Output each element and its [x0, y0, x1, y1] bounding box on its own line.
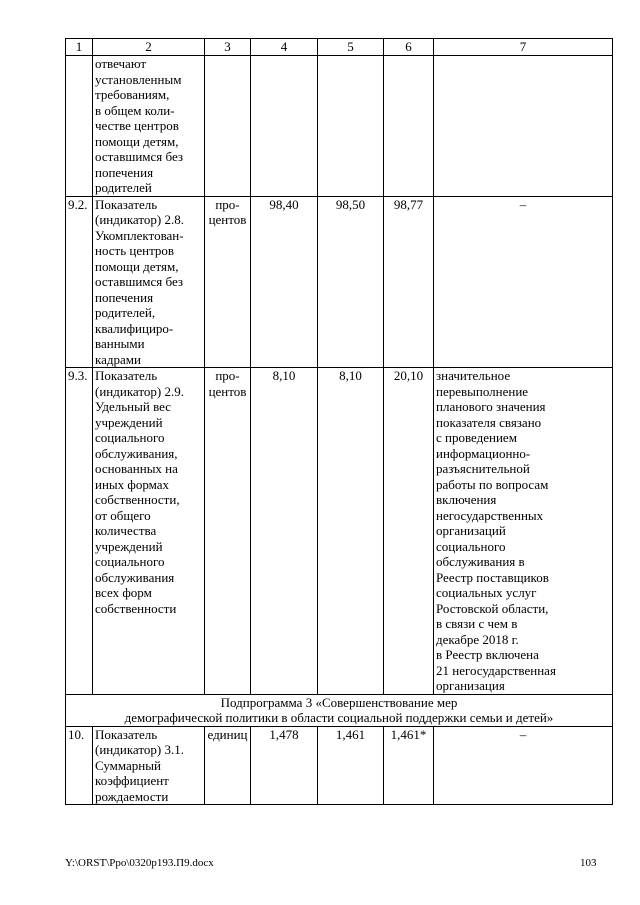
- file-path: Y:\ORST\Ppo\0320p193.П9.docx: [65, 857, 214, 869]
- section-row: [66, 694, 613, 726]
- note-cell: [434, 56, 613, 197]
- row-number: 10.: [66, 726, 93, 805]
- continuation-row: [66, 56, 613, 197]
- value-cell: 1,478: [251, 726, 318, 805]
- unit-cell: [205, 56, 251, 197]
- row-number: [66, 56, 93, 197]
- value-cell: 1,461: [318, 726, 384, 805]
- value-cell: 98,50: [318, 196, 384, 368]
- note-cell: –: [434, 726, 613, 805]
- value-cell: 8,10: [251, 368, 318, 695]
- note-cell: значительное перевыполнение планового значения показателя связано с проведением информационно- разъяснительной работы по вопросам включения негосударственных организаций социального обслуживания в Реестр поставщиков социальных услуг Ростовской области, в связи с чем в декабре 2018 г. в Реестр включена 21 негосударственная организация: [434, 368, 613, 695]
- unit-cell: про- центов: [205, 196, 251, 368]
- value-cell: [251, 56, 318, 197]
- value-cell: 98,77: [384, 196, 434, 368]
- value-cell: [384, 56, 434, 197]
- table-row: [66, 196, 613, 368]
- value-cell: 20,10: [384, 368, 434, 695]
- value-cell: [318, 56, 384, 197]
- row-number: 9.2.: [66, 196, 93, 368]
- value-cell: 98,40: [251, 196, 318, 368]
- column-number: 1: [66, 39, 93, 56]
- indicator-name: Показатель (индикатор) 3.1. Суммарный коэффициент рождаемости: [93, 726, 205, 805]
- column-number: 3: [205, 39, 251, 56]
- indicators-table: [65, 38, 613, 805]
- page-number: 103: [580, 857, 597, 869]
- note-cell: –: [434, 196, 613, 368]
- value-cell: 1,461*: [384, 726, 434, 805]
- column-number: 5: [318, 39, 384, 56]
- row-number: 9.3.: [66, 368, 93, 695]
- table-row: [66, 726, 613, 805]
- subprogram-heading: Подпрограмма 3 «Совершенствование мер демографической политики в области социальной поддержки семьи и детей»: [66, 694, 613, 726]
- indicator-name: отвечают установленным требованиям, в общем коли- честве центров помощи детям, оставшимся без попечения родителей: [93, 56, 205, 197]
- column-number: 2: [93, 39, 205, 56]
- indicator-name: Показатель (индикатор) 2.8. Укомплектован- ность центров помощи детям, оставшимся без попечения родителей, квалифициро- ванными кадрами: [93, 196, 205, 368]
- unit-cell: про- центов: [205, 368, 251, 695]
- value-cell: 8,10: [318, 368, 384, 695]
- table-row: [66, 368, 613, 695]
- column-numbers-row: [66, 39, 613, 56]
- column-number: 6: [384, 39, 434, 56]
- unit-cell: единиц: [205, 726, 251, 805]
- indicator-name: Показатель (индикатор) 2.9. Удельный вес учреждений социального обслуживания, основанных на иных формах собственности, от общего количества учреждений социального обслуживания всех форм собственности: [93, 368, 205, 695]
- column-number: 4: [251, 39, 318, 56]
- column-number: 7: [434, 39, 613, 56]
